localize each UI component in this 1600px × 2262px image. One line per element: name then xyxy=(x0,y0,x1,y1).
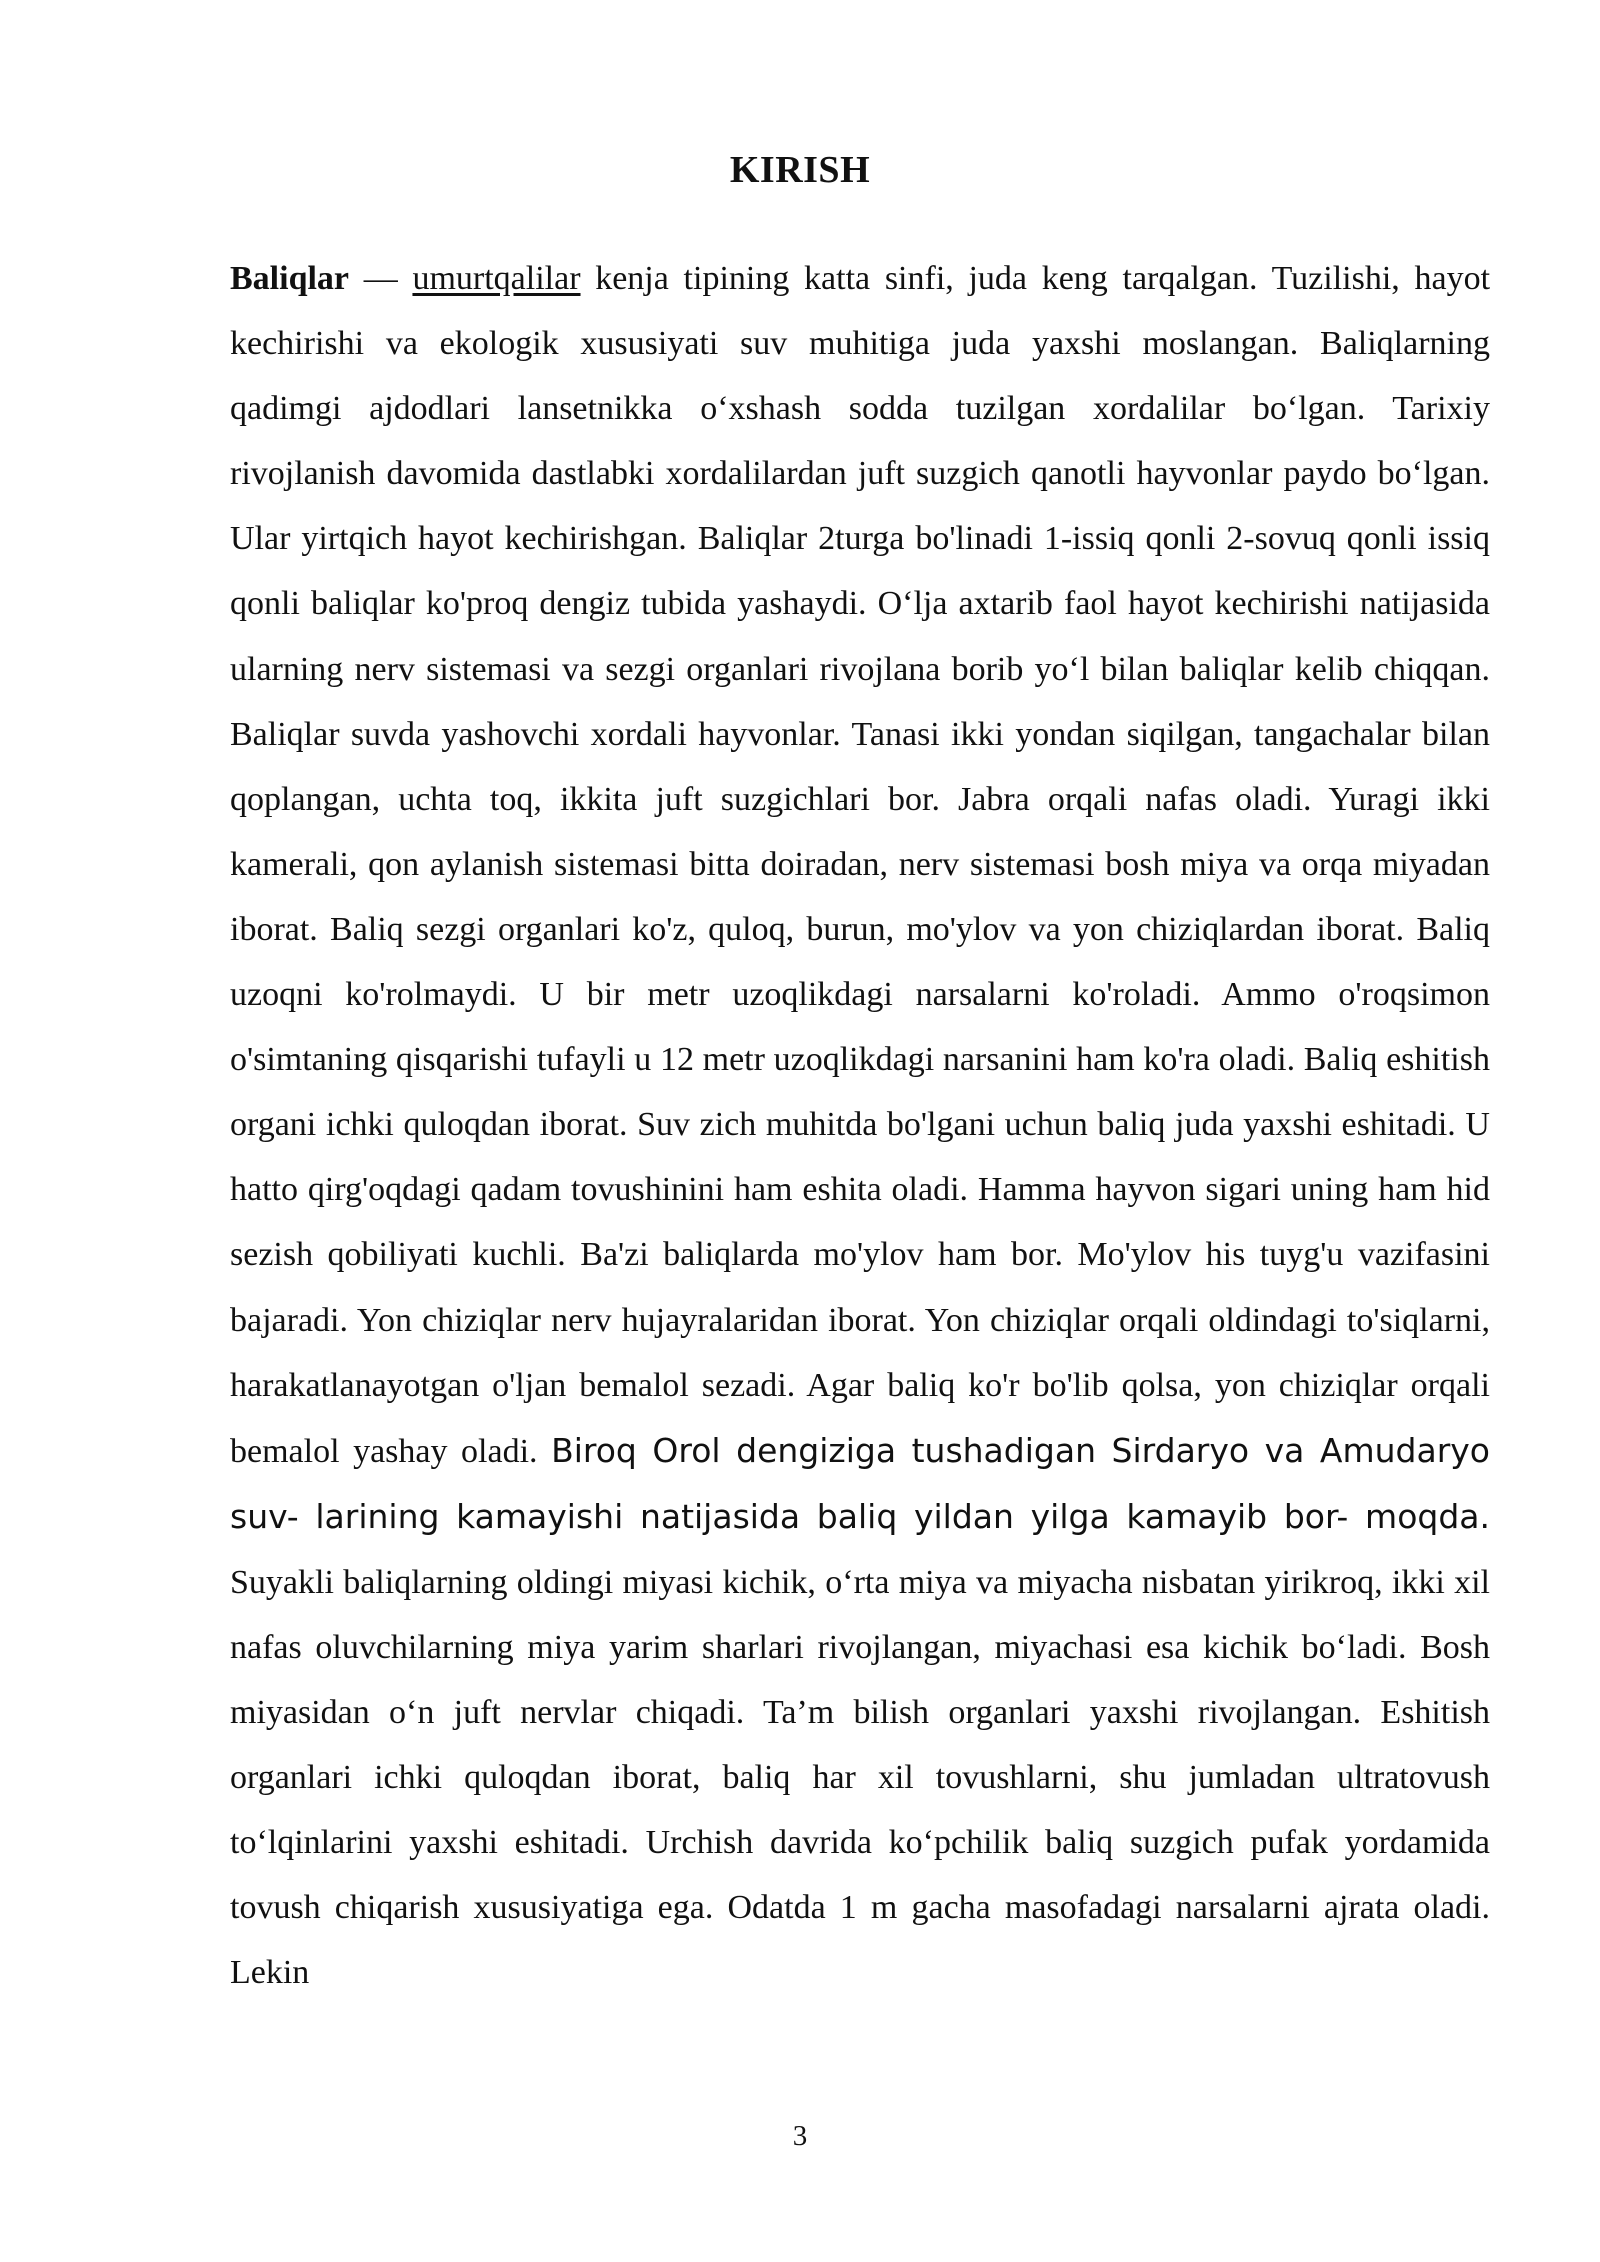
paragraph-text-part-1: kenja tipining katta sinfi, juda keng tarqalgan. Tuzilishi, hayot kechirishi va ekologik xususiyati suv muhitiga juda yaxshi moslangan. Baliqlarning qadimgi ajdodlari lansetnikka o‘xshash sodda tuzilgan xordalilar bo‘lgan. Tarixiy rivojlanish davomida dastlabki xordalilardan juft suzgich qanotli hayvonlar paydo bo‘lgan. Ular yirtqich hayot kechirishgan. Baliqlar 2turga bo'linadi 1-issiq qonli 2-sovuq qonli issiq qonli baliqlar ko'proq dengiz tubida yashaydi. O‘lja axtarib faol hayot kechirishi natijasida ularning nerv sistemasi va sezgi organlari rivojlana borib yo‘l bilan baliqlar kelib chiqqan. Baliqlar suvda yashovchi xordali hayvonlar. Tanasi ikki yondan siqilgan, tangachalar bilan qoplangan, uchta toq, ikkita juft suzgichlari bor. Jabra orqali nafas oladi. Yuragi ikki kamerali, qon aylanish sistemasi bitta doiradan, nerv sistemasi bosh miya va orqa miyadan iborat. Baliq sezgi organlari ko'z, quloq, burun, mo'ylov va yon chiziqlardan iborat. Baliq uzoqni ko'rolmaydi. U bir metr uzoqlikdagi narsalarni ko'roladi. Ammo o'roqsimon o'simtaning qisqarishi tufayli u 12 metr uzoqlikdagi narsanini ham ko'ra oladi. Baliq eshitish organi ichki quloqdan iborat. Suv zich muhitda bo'lgani uchun baliq juda yaxshi eshitadi. U hatto qirg'oqdagi qadam tovushinini ham eshita oladi. Hamma hayvon sigari uning ham hid sezish qobiliyati kuchli. Ba'zi baliqlarda mo'ylov ham bor. Mo'ylov his tuyg'u vazifasini bajaradi. Yon chiziqlar nerv hujayralaridan iborat. Yon chiziqlar orqali oldindagi to'siqlarni, harakatlanayotgan o'ljan bemalol sezadi. Agar baliq ko'r bo'lib qolsa, yon chiziqlar orqali bemalol yashay oladi. xyxy=(230,260,1490,1470)
term-heading: Baliqlar xyxy=(230,260,350,297)
umurtqalilar-link[interactable]: umurtqalilar xyxy=(412,260,581,297)
body-paragraph xyxy=(230,246,1490,2112)
paragraph-sans-segment: Biroq Orol dengiziga tushadigan Sirdaryo va Amudaryo suv- larining kamayishi natijasida baliq yildan yilga kamayib bor- moqda. xyxy=(230,1430,1490,1536)
term-dash: — xyxy=(349,260,413,297)
paragraph-text-part-2: Suyakli baliqlarning oldingi miyasi kichik, o‘rta miya va miyacha nisbatan yirikroq, ikki xil nafas oluvchilarning miya yarim sharlari rivojlangan, miyachasi esa kichik bo‘ladi. Bosh miyasidan o‘n juft nervlar chiqadi. Ta’m bilish organlari yaxshi rivojlangan. Eshitish organlari ichki quloqdan iborat, baliq har xil tovushlarni, shu jumladan ultratovush to‘lqinlarini yaxshi eshitadi. Urchish davrida ko‘pchilik baliq suzgich pufak yordamida tovush chiqarish xususiyatiga ega. Odatda 1 m gacha masofadagi narsalarni ajrata oladi. Lekin xyxy=(230,1563,1490,1992)
page-title: KIRISH xyxy=(729,149,871,191)
page-number: 3 xyxy=(792,2120,808,2152)
